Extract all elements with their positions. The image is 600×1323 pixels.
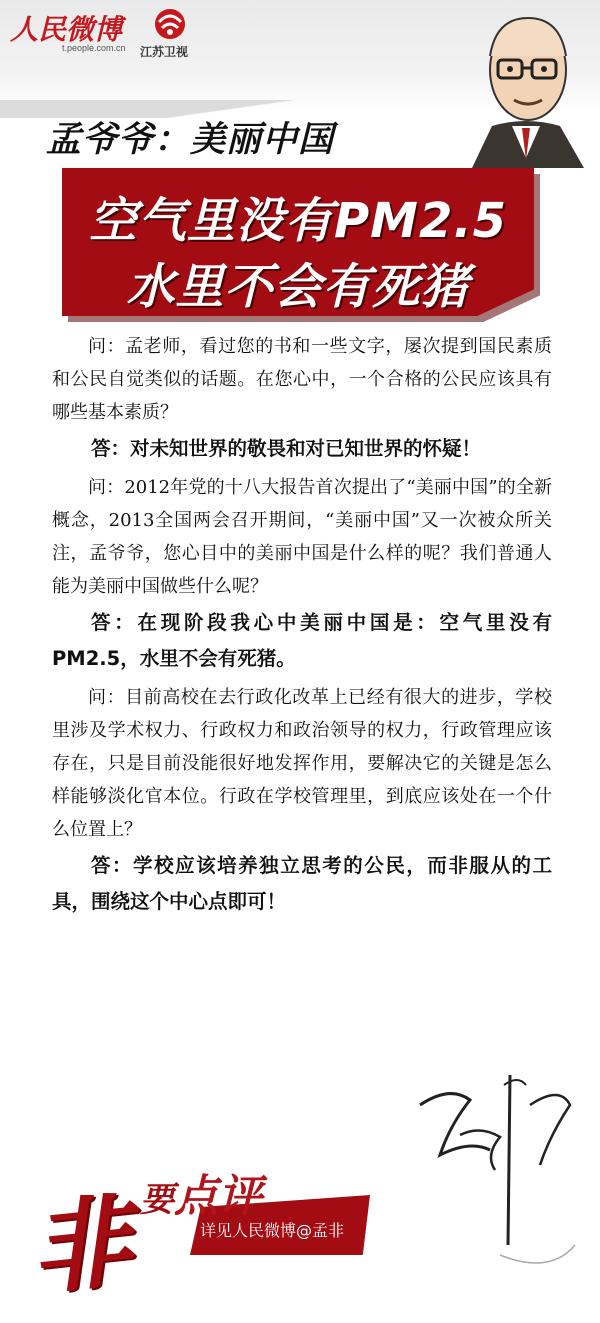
host-caricature-icon — [452, 8, 600, 168]
comment-title-dianping: 点评 — [174, 1171, 262, 1222]
headline-banner — [62, 168, 534, 316]
answer-1: 答：对未知世界的敬畏和对已知世界的怀疑！ — [91, 437, 482, 460]
subtitle: 孟爷爷：美丽中国 — [46, 120, 335, 160]
people-weibo-logo[interactable]: 人民微博 — [10, 13, 123, 46]
question-1: 问：孟老师，看过您的书和一些文字，屡次提到国民素质和公民自觉类似的话题。在您心中，一个合格的公民应该具有哪些基本素质？ — [52, 336, 552, 423]
people-weibo-url: t.people.com.cn — [62, 43, 126, 53]
handwritten-signature-icon — [400, 1045, 600, 1285]
headline-line-1: 空气里没有PM2.5 — [89, 193, 507, 249]
fei-character: 非 — [25, 1182, 137, 1309]
more-info-link[interactable]: 详见人民微博@孟非 — [200, 1221, 345, 1240]
answer-2: 答：在现阶段我心中美丽中国是：空气里没有PM2.5，水里不会有死猪。 — [52, 611, 552, 670]
answer-3: 答：学校应该培养独立思考的公民，而非服从的工具，围绕这个中心点即可！ — [52, 854, 552, 913]
question-2: 问：2012年党的十八大报告首次提出了“美丽中国”的全新概念，2013全国两会召开期间，“美丽中国”又一次被众所关注，孟爷爷，您心目中的美丽中国是什么样的呢？我们普通人能为美丽中国做些什么呢？ — [52, 477, 552, 597]
comment-title-yao: 要 — [140, 1180, 174, 1220]
headline-line-2: 水里不会有死猪 — [126, 259, 470, 315]
jiangsu-tv-logo-text: 江苏卫视 — [140, 45, 189, 59]
comment-title — [140, 1160, 262, 1224]
interview-content — [52, 330, 552, 924]
question-3: 问：目前高校在去行政化改革上已经有很大的进步，学校里涉及学术权力、行政权力和政治领导的权力，行政管理应该存在，只是目前没能很好地发挥作用，要解决它的关键是怎么样能够淡化官本位。行政在学校管理里，到底应该处在一个什么位置上？ — [52, 687, 552, 840]
